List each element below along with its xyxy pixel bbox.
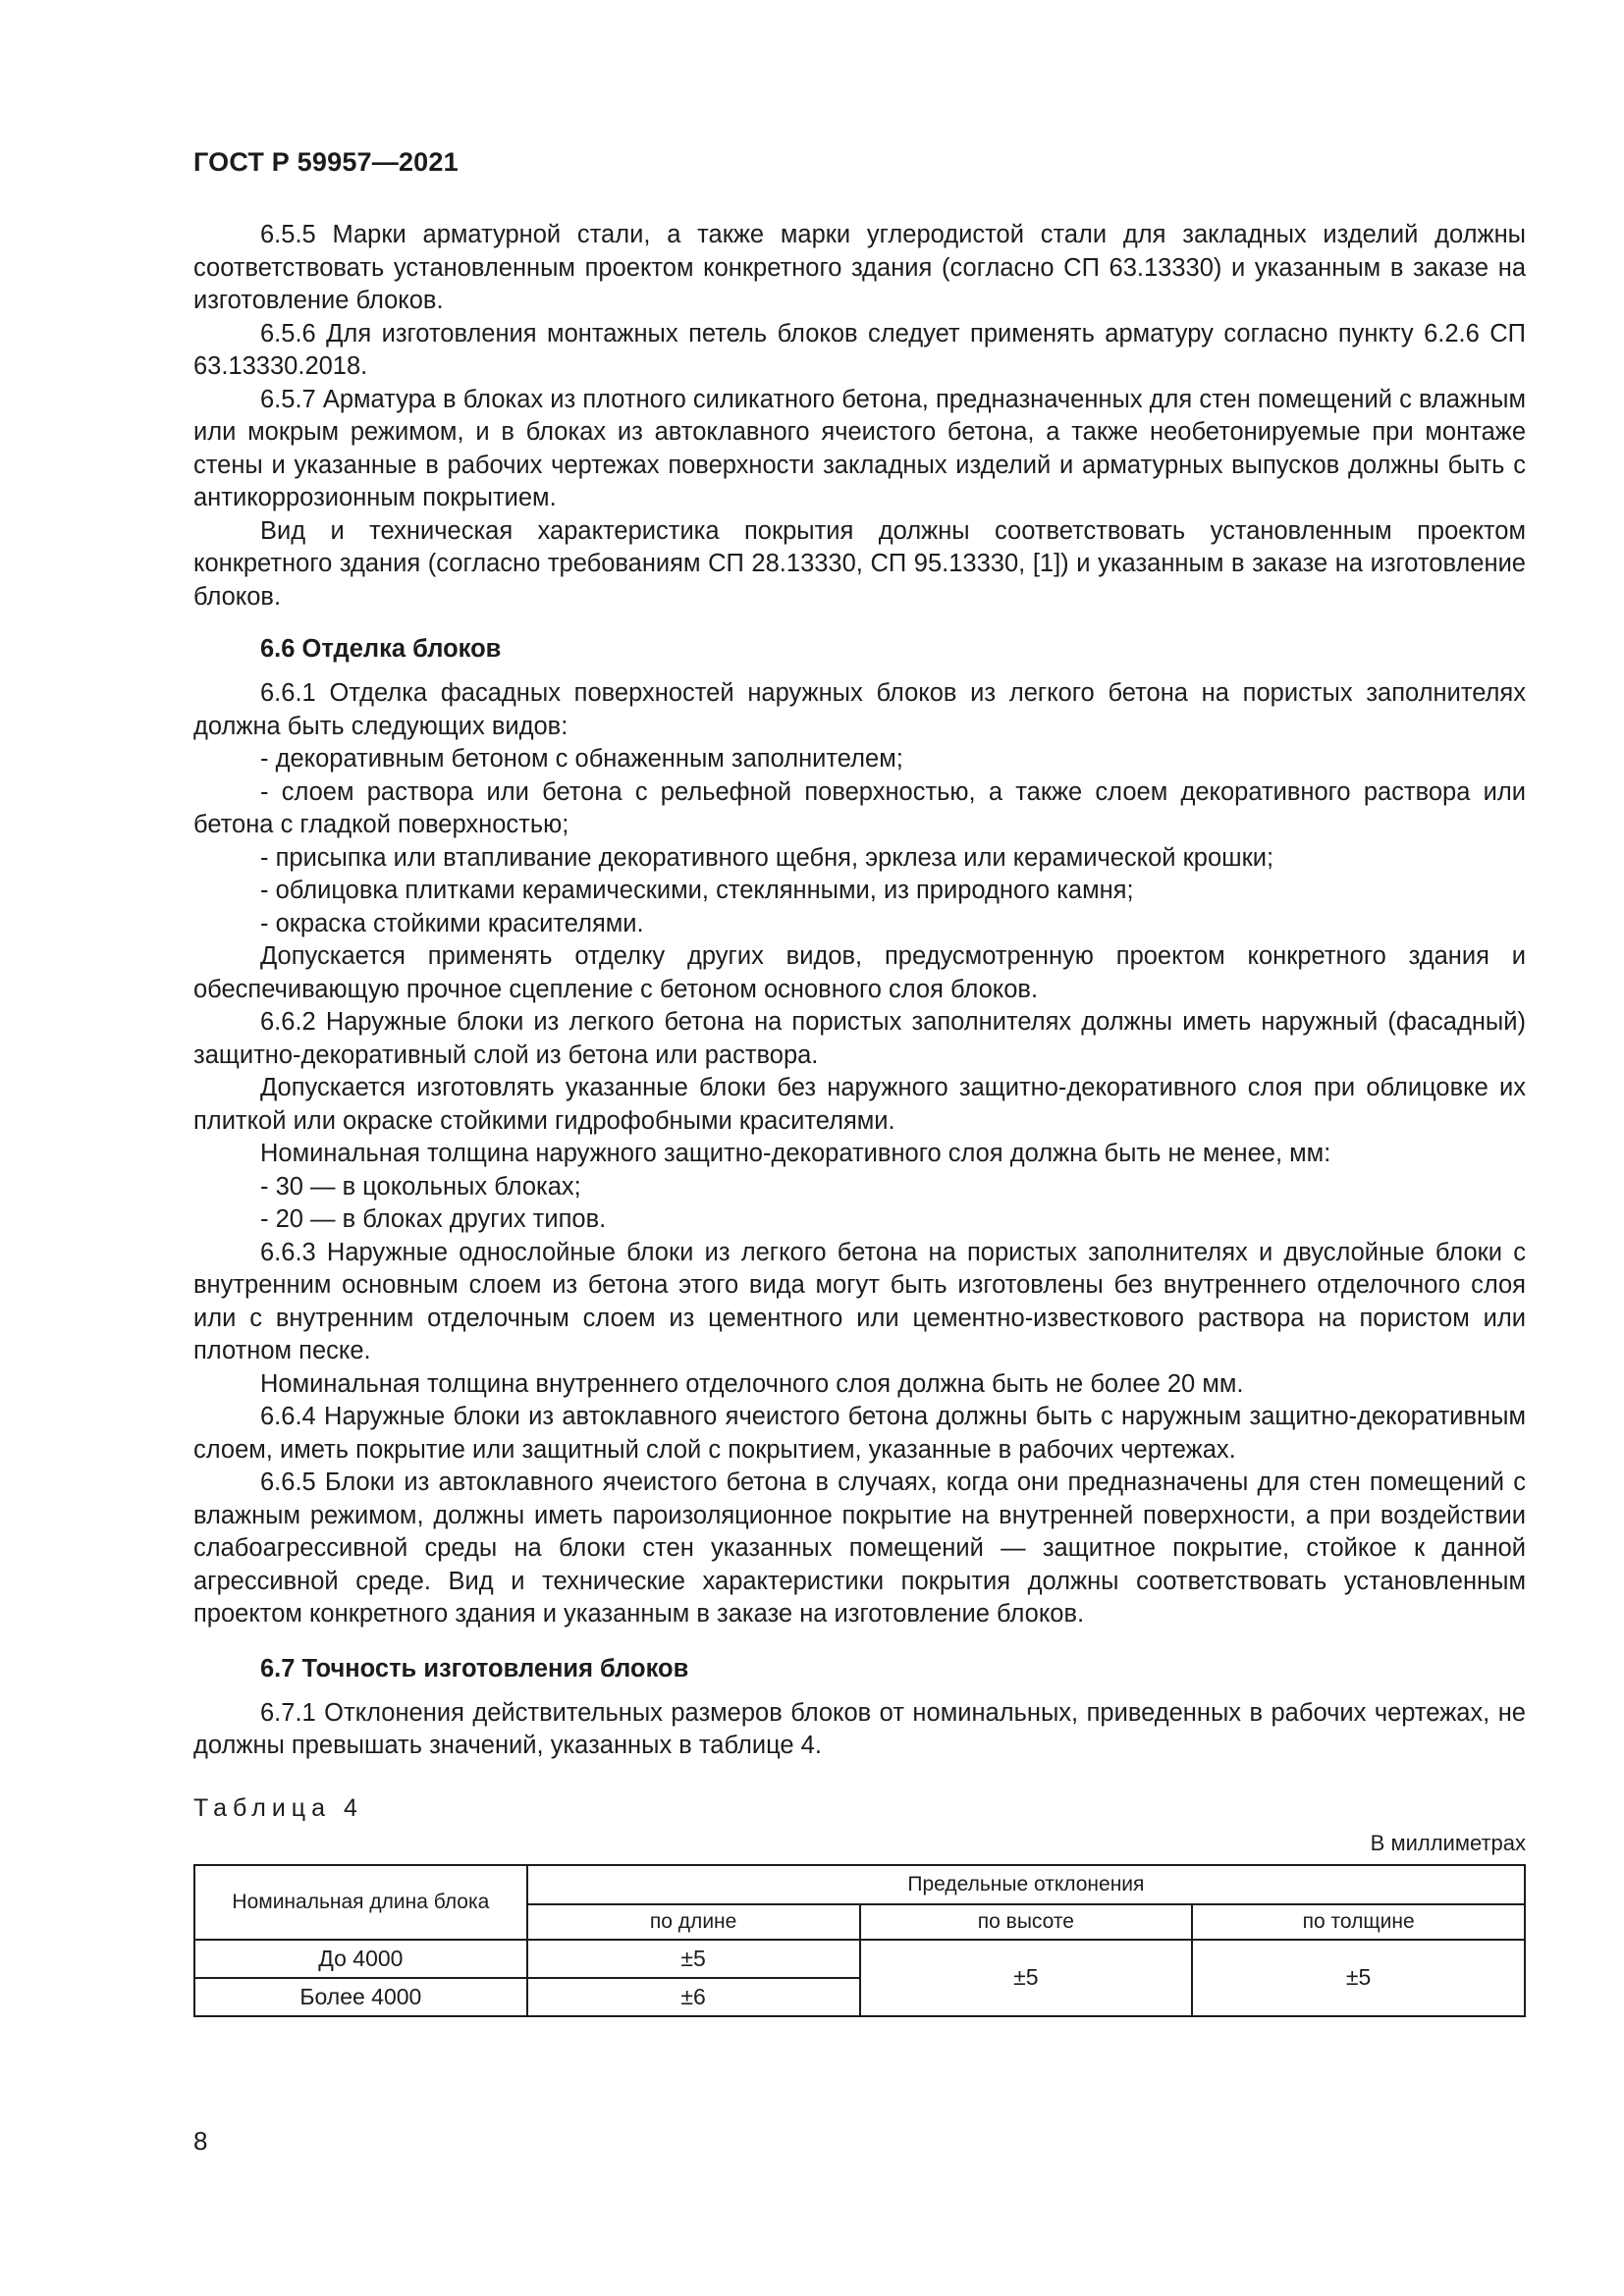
cell-height: ±5 [860, 1940, 1193, 2016]
cell-nominal: Более 4000 [194, 1978, 527, 2016]
paragraph: 6.6.4 Наружные блоки из автоклавного ячеистого бетона должны быть с наружным защитно-декоративным слоем, иметь покрытие или защитный слой с покрытием, указанные в рабочих чертежах. [193, 1403, 1526, 1464]
paragraph: 6.5.5 Марки арматурной стали, а также марки углеродистой стали для закладных изделий должны соответствовать установленным проектом конкретного здания (согласно СП 63.13330) и указанным в заказе на изготовление блоков. [193, 221, 1526, 314]
cell-length: ±6 [527, 1978, 860, 2016]
paragraph: Допускается изготовлять указанные блоки без наружного защитно-декоративного слоя при облицовке их плиткой или окраске стойкими гидрофобными красителями. [193, 1074, 1526, 1135]
table-title: Таблица 4 [193, 1793, 363, 1822]
paragraph: 6.5.7 Арматура в блоках из плотного силикатного бетона, предназначенных для стен помещений с влажным или мокрым режимом, и в блоках из автоклавного ячеистого бетона, а также необетонируемые при монтаже стены и указанные в рабочих чертежах поверхности закладных изделий и арматурных выпусков должны быть с антикоррозионным покрытием. [193, 385, 1526, 511]
cell-length: ±5 [527, 1940, 860, 1978]
document-header: ГОСТ Р 59957—2021 [193, 147, 459, 177]
header-nominal-length: Номинальная длина блока [194, 1865, 527, 1940]
paragraph: 6.6.5 Блоки из автоклавного ячеистого бетона в случаях, когда они предназначены для стен помещений с влажным режимом, должны иметь пароизоляционное покрытие на внутренней поверхности, а при воздействии слабоагрессивной среды на блоки стен указанных помещений — защитное покрытие, стойкое к данной агрессивной среде. Вид и технические характеристики покрытия должны соответствовать установленным проектом конкретного здания и указанным в заказе на изготовление блоков. [193, 1468, 1526, 1628]
paragraph: 6.6.3 Наружные однослойные блоки из легкого бетона на пористых заполнителях и двуслойные блоки с внутренним основным слоем из бетона этого вида могут быть изготовлены без внутреннего отделочного слоя или с внутренним отделочным слоем из цементного или цементно-известкового раствора на пористом или плотном песке. [193, 1238, 1526, 1364]
paragraph: 6.6.1 Отделка фасадных поверхностей наружных блоков из легкого бетона на пористых заполнителях должна быть следующих видов: [193, 679, 1526, 740]
section-65-text [193, 219, 1526, 614]
paragraph: Номинальная толщина внутреннего отделочного слоя должна быть не более 20 мм. [260, 1369, 1244, 1398]
deviation-table [193, 1864, 1526, 2017]
cell-nominal: До 4000 [194, 1940, 527, 1978]
list-item: - слоем раствора или бетона с рельефной поверхностью, а также слоем декоративного раствора или бетона с гладкой поверхностью; [193, 777, 1526, 838]
document-page [193, 147, 1526, 2017]
header-by-height: по высоте [860, 1904, 1193, 1940]
paragraph: 6.6.2 Наружные блоки из легкого бетона на пористых заполнителях должны иметь наружный (фасадный) защитно-декоративный слой из бетона или раствора. [193, 1008, 1526, 1069]
paragraph: Номинальная толщина наружного защитно-декоративного слоя должна быть не менее, мм: [260, 1140, 1331, 1167]
cell-thickness: ±5 [1192, 1940, 1525, 2016]
section-heading-67: 6.7 Точность изготовления блоков [260, 1654, 689, 1682]
list-item: - присыпка или втапливание декоративного щебня, эрклеза или керамической крошки; [260, 843, 1274, 872]
table-units: В миллиметрах [1370, 1830, 1526, 1855]
table-row [194, 1940, 1525, 1978]
paragraph: Вид и техническая характеристика покрытия должны соответствовать установленным проектом конкретного здания (согласно требованиям СП 28.13330, СП 95.13330, [1]) и указанным в заказе на изготовление блоков. [193, 516, 1526, 611]
list-item: - 20 — в блоках других типов. [260, 1205, 607, 1233]
header-by-length: по длине [527, 1904, 860, 1940]
header-limit-deviations: Предельные отклонения [527, 1865, 1525, 1904]
list-item: - облицовка плитками керамическими, стеклянными, из природного камня; [260, 877, 1134, 904]
paragraph: 6.5.6 Для изготовления монтажных петель блоков следует применять арматуру согласно пункту 6.2.6 СП 63.13330.2018. [193, 319, 1526, 380]
page-number: 8 [193, 2126, 208, 2156]
list-item: - декоративным бетоном с обнаженным заполнителем; [260, 745, 903, 773]
list-item: - 30 — в цокольных блоках; [260, 1172, 581, 1201]
header-by-thickness: по толщине [1192, 1904, 1525, 1940]
list-item: - окраска стойкими красителями. [260, 909, 644, 937]
section-66-text [193, 677, 1526, 1631]
section-heading-66: 6.6 Отделка блоков [260, 635, 502, 663]
paragraph: Допускается применять отделку других видов, предусмотренную проектом конкретного здания и обеспечивающую прочное сцепление с бетоном основного слоя блоков. [193, 942, 1526, 1003]
table-header-row [194, 1865, 1525, 1904]
section-67-text [193, 1697, 1526, 1763]
paragraph: 6.7.1 Отклонения действительных размеров блоков от номинальных, приведенных в рабочих чертежах, не должны превышать значений, указанных в таблице 4. [193, 1698, 1526, 1759]
